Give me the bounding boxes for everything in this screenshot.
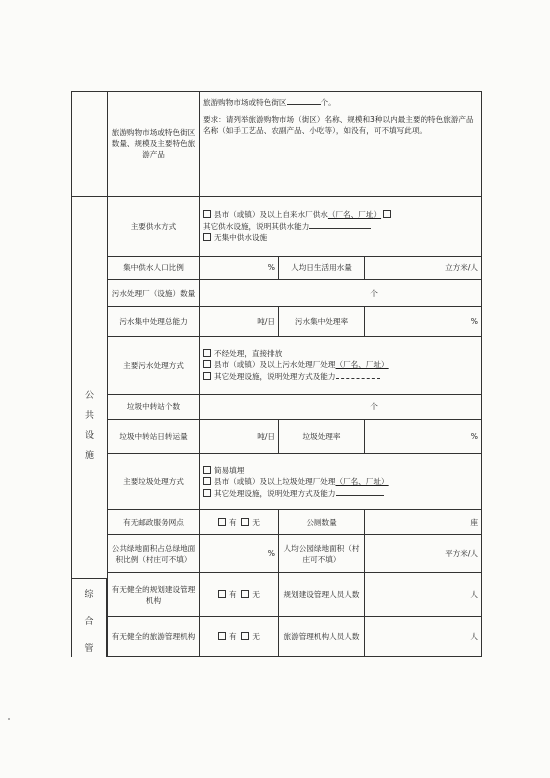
checkbox[interactable] <box>383 210 391 218</box>
toilet-label: 公厕数量 <box>279 510 365 535</box>
option-text: 其它处理设施，说明处理方式及能力 <box>214 372 336 382</box>
option-text: 县市（或镇）及以上污水处理厂处理 <box>214 360 336 370</box>
checkbox-no[interactable] <box>241 518 249 526</box>
shopping-requirement <box>203 114 478 136</box>
toilet-value[interactable]: 座 <box>365 510 482 535</box>
section-mgmt-char: 合 <box>84 617 94 627</box>
sewage-capacity-label: 污水集中处理总能力 <box>108 307 200 337</box>
sewage-option-3[interactable] <box>203 370 478 382</box>
blank-line[interactable] <box>336 370 380 379</box>
checkbox[interactable] <box>203 372 211 380</box>
section-mgmt-char: 综 <box>84 590 94 600</box>
section-public-char: 公 <box>84 390 94 401</box>
shopping-content <box>200 92 482 197</box>
tourism-staff-value[interactable]: 人 <box>365 616 482 656</box>
sewage-option-2[interactable] <box>203 359 478 370</box>
green-per-capita-label: 人均公园绿地面积（村庄可不填） <box>279 535 365 573</box>
checkbox-yes[interactable] <box>218 518 226 526</box>
sewage-plants-label: 污水处理厂（设施）数量 <box>108 279 200 306</box>
empty-cell <box>72 92 108 197</box>
garbage-option-2[interactable] <box>203 476 478 487</box>
row-water-pop <box>72 256 482 279</box>
checkbox-yes[interactable] <box>218 590 226 598</box>
shopping-count-line <box>203 96 478 108</box>
row-green <box>72 535 482 573</box>
choice-yes: 有 <box>228 631 237 641</box>
sewage-rate-label: 污水集中处理率 <box>279 307 365 337</box>
garbage-option-1[interactable] <box>203 465 478 476</box>
row-planning <box>72 573 482 616</box>
section-mgmt-label <box>71 578 107 657</box>
tourism-org-label: 有无健全的旅游管理机构 <box>108 616 200 656</box>
garbage-rate-label: 垃圾处理率 <box>279 419 365 453</box>
water-label: 主要供水方式 <box>108 196 200 256</box>
checkbox-no[interactable] <box>241 590 249 598</box>
green-ratio-value[interactable]: % <box>200 535 279 573</box>
survey-form-table <box>71 91 482 657</box>
green-ratio-label: 公共绿地面积占总绿地面积比例（村庄可不填） <box>108 535 200 573</box>
garbage-rate-value[interactable]: % <box>365 419 482 453</box>
garbage-method-label: 主要垃圾处理方式 <box>108 453 200 509</box>
choice-no: 无 <box>252 590 260 600</box>
sewage-capacity-value[interactable]: 吨/日 <box>200 307 279 337</box>
shopping-count-unit: 个。 <box>320 98 336 107</box>
water-pop-value[interactable]: % <box>200 256 279 279</box>
option-hint: （厂名、厂址） <box>335 360 389 370</box>
shopping-req-prefix: 要求： <box>203 115 226 124</box>
planning-org-label: 有无健全的规划建设管理机构 <box>108 573 200 616</box>
option-text: 无集中供水设施 <box>214 233 268 243</box>
checkbox[interactable] <box>203 210 211 218</box>
planning-staff-value[interactable]: 人 <box>365 573 482 616</box>
row-tourism <box>72 616 482 656</box>
choice-no: 无 <box>252 631 260 641</box>
option-hint: （厂名、厂址） <box>335 476 389 486</box>
checkbox-no[interactable] <box>241 632 249 640</box>
checkbox[interactable] <box>203 477 211 485</box>
shopping-label: 旅游购物市场或特色街区数量、规模及主要特色旅游产品 <box>108 92 200 197</box>
garbage-daily-value[interactable]: 吨/日 <box>200 419 279 453</box>
row-sewage-method <box>72 337 482 394</box>
sewage-option-1[interactable] <box>203 348 478 359</box>
choice-yes: 有 <box>228 517 237 527</box>
sewage-method-options <box>200 337 482 394</box>
row-sewage-plants <box>72 279 482 306</box>
row-sewage-capacity <box>72 307 482 337</box>
shopping-req-text: 请列举旅游购物市场（街区）名称、规模和3种以内最主要的特色旅游产品名称（如手工艺品、农副产品、小吃等），如没有，可不填写此项。 <box>203 115 474 135</box>
section-public-char: 共 <box>84 410 94 421</box>
shopping-count-blank[interactable] <box>287 96 321 105</box>
option-hint: （厂名、厂址） <box>327 210 382 220</box>
checkbox[interactable] <box>203 466 211 474</box>
choice-no: 无 <box>252 517 260 527</box>
checkbox[interactable] <box>203 489 211 497</box>
checkbox[interactable] <box>203 349 211 357</box>
choice-yes: 有 <box>228 590 237 600</box>
garbage-daily-label: 垃圾中转站日转运量 <box>108 419 200 453</box>
section-public-char: 施 <box>84 450 94 461</box>
sewage-rate-value[interactable]: % <box>365 307 482 337</box>
tourism-org-choice <box>200 616 279 656</box>
green-per-capita-value[interactable]: 平方米/人 <box>365 535 482 573</box>
row-post-toilet <box>72 510 482 535</box>
water-pop-label: 集中供水人口比例 <box>108 256 200 279</box>
checkbox[interactable] <box>203 233 211 241</box>
option-text: 简易填埋 <box>214 465 245 475</box>
water-per-capita-value[interactable]: 立方米/人 <box>365 256 482 279</box>
garbage-stations-label: 垃圾中转站个数 <box>108 394 200 419</box>
option-text: 其它供水设施，说明其供水能力 <box>203 222 310 232</box>
post-label: 有无邮政服务网点 <box>108 510 200 535</box>
sewage-plants-value[interactable]: 个 <box>200 279 482 306</box>
planning-staff-label: 规划建设管理人员人数 <box>279 573 365 616</box>
water-per-capita-label: 人均日生活用水量 <box>279 256 365 279</box>
row-shopping <box>72 92 482 197</box>
tourism-staff-label: 旅游管理机构人员人数 <box>279 616 365 656</box>
checkbox[interactable] <box>203 360 211 368</box>
blank-line[interactable] <box>309 220 371 229</box>
garbage-option-3[interactable] <box>203 487 478 499</box>
option-text: 县市（或镇）及以上垃圾处理厂处理 <box>214 476 336 486</box>
row-garbage-stations <box>72 394 482 419</box>
shopping-count-text: 旅游购物市场或特色街区 <box>203 98 287 107</box>
garbage-stations-value[interactable]: 个 <box>200 394 482 419</box>
post-choice <box>200 510 279 535</box>
water-options <box>200 196 482 256</box>
section-public-char: 设 <box>84 430 94 441</box>
option-text: 县市（或镇）及以上自来水厂供水 <box>214 210 328 220</box>
checkbox-yes[interactable] <box>218 632 226 640</box>
water-option-2[interactable] <box>203 220 478 232</box>
section-mgmt-char: 管 <box>84 644 94 654</box>
sewage-method-label: 主要污水处理方式 <box>108 337 200 394</box>
scan-speck <box>8 718 10 720</box>
water-option-3[interactable] <box>203 232 478 243</box>
blank-line[interactable] <box>336 487 384 496</box>
garbage-method-options <box>200 453 482 509</box>
row-garbage-method <box>72 453 482 509</box>
row-garbage-daily <box>72 419 482 453</box>
water-option-1[interactable] <box>203 209 478 220</box>
planning-org-choice <box>200 573 279 616</box>
row-water-supply <box>72 196 482 256</box>
option-text: 其它处理设施，说明处理方式及能力 <box>214 488 336 498</box>
option-text: 不经处理，直接排放 <box>214 349 283 359</box>
